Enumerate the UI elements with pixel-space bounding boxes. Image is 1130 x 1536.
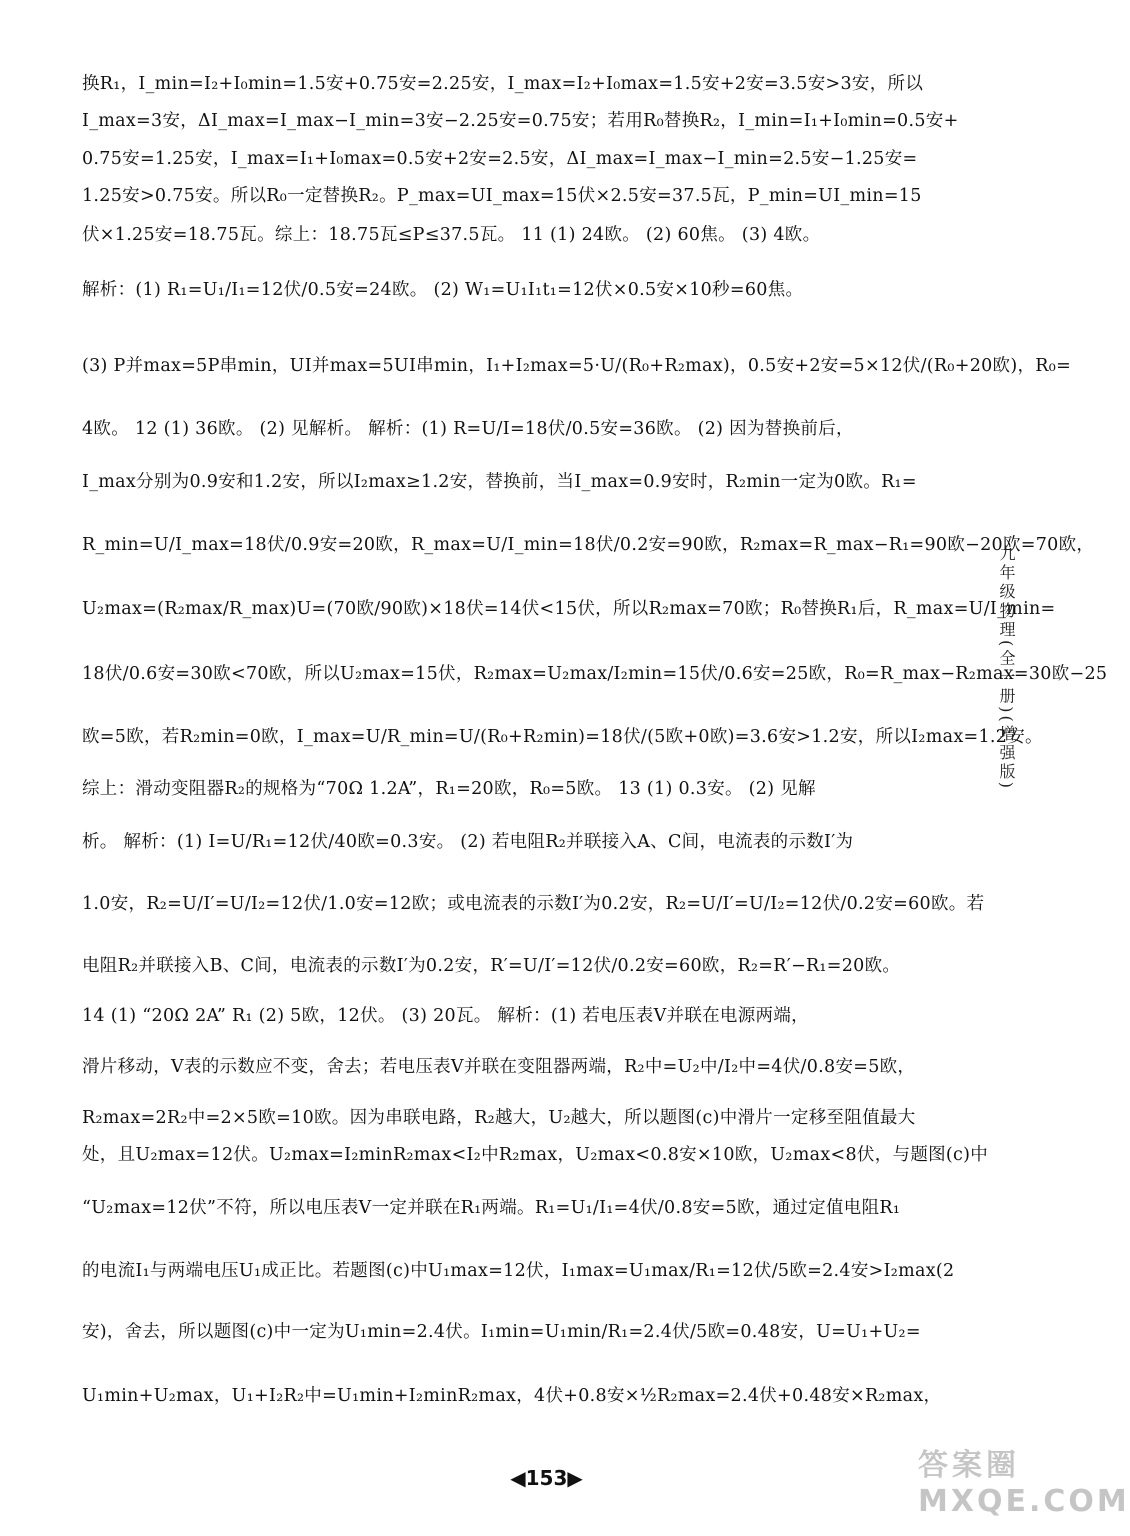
page-number: ◀153▶ xyxy=(510,1466,583,1490)
text-line: 1.0安，R₂=U/I′=U/I₂=12伏/1.0安=12欧；或电流表的示数I′为0.2安，R₂=U/I′=U/I₂=12伏/0.2安=60欧。若 xyxy=(82,894,985,914)
text-line: 欧=5欧，若R₂min=0欧，I_max=U/R_min=U/(R₀+R₂min)=18伏/(5欧+0欧)=3.6安>1.2安，所以I₂max=1.2安。 xyxy=(82,727,1043,747)
text-line: 的电流I₁与两端电压U₁成正比。若题图(c)中U₁max=12伏，I₁max=U₁max/R₁=12伏/5欧=2.4安>I₂max(2 xyxy=(82,1261,955,1281)
watermark-logo xyxy=(918,1440,1130,1530)
text-line: U₁min+U₂max，U₁+I₂R₂中=U₁min+I₂minR₂max，4伏+0.8安×½R₂max=2.4伏+0.48安×R₂max， xyxy=(82,1386,942,1406)
text-line: 14 (1) “20Ω 2A” R₁ (2) 5欧，12伏。 (3) 20瓦。 解析：(1) 若电压表V并联在电源两端， xyxy=(82,1006,809,1026)
text-line: 1.25安>0.75安。所以R₀一定替换R₂。P_max=UI_max=15伏×2.5安=37.5瓦，P_min=UI_min=15 xyxy=(82,186,922,206)
text-line: 0.75安=1.25安，I_max=I₁+I₀max=0.5安+2安=2.5安，ΔI_max=I_max−I_min=2.5安−1.25安= xyxy=(82,149,918,169)
text-line: U₂max=(R₂max/R_max)U=(70欧/90欧)×18伏=14伏<15伏，所以R₂max=70欧；R₀替换R₁后，R_max=U/I_min= xyxy=(82,599,1056,619)
text-line: 伏×1.25安=18.75瓦。综上：18.75瓦≤P≤37.5瓦。 11 (1) 24欧。 (2) 60焦。 (3) 4欧。 xyxy=(82,225,821,245)
text-line: 电阻R₂并联接入B、C间，电流表的示数I′为0.2安，R′=U/I′=12伏/0.2安=60欧，R₂=R′−R₁=20欧。 xyxy=(82,956,901,976)
text-line: 18伏/0.6安=30欧<70欧，所以U₂max=15伏，R₂max=U₂max/I₂min=15伏/0.6安=25欧，R₀=R_max−R₂max=30欧−25 xyxy=(82,664,1108,684)
watermark-bottom: MXQE.COM xyxy=(918,1484,1130,1519)
text-line: R₂max=2R₂中=2×5欧=10欧。因为串联电路，R₂越大，U₂越大，所以题图(c)中滑片一定移至阻值最大 xyxy=(82,1108,916,1128)
text-line: I_max分别为0.9安和1.2安，所以I₂max≥1.2安，替换前，当I_max=0.9安时，R₂min一定为0欧。R₁= xyxy=(82,472,917,492)
text-line: 解析：(1) R₁=U₁/I₁=12伏/0.5安=24欧。 (2) W₁=U₁I₁t₁=12伏×0.5安×10秒=60焦。 xyxy=(82,280,804,300)
watermark-top: 答案圈 xyxy=(918,1448,1020,1483)
text-line: 安)，舍去，所以题图(c)中一定为U₁min=2.4伏。I₁min=U₁min/R₁=2.4伏/5欧=0.48安，U=U₁+U₂= xyxy=(82,1322,921,1342)
text-line: “U₂max=12伏”不符，所以电压表V一定并联在R₁两端。R₁=U₁/I₁=4伏/0.8安=5欧，通过定值电阻R₁ xyxy=(82,1198,901,1218)
text-line: (3) P并max=5P串min，UI并max=5UI串min，I₁+I₂max=5·U/(R₀+R₂max)，0.5安+2安=5×12伏/(R₀+20欧)，R₀= xyxy=(82,356,1072,376)
text-line: 滑片移动，V表的示数应不变，舍去；若电压表V并联在变阻器两端，R₂中=U₂中/I₂中=4伏/0.8安=5欧， xyxy=(82,1057,916,1077)
text-line: 换R₁，I_min=I₂+I₀min=1.5安+0.75安=2.25安，I_max=I₂+I₀max=1.5安+2安=3.5安>3安，所以 xyxy=(82,74,924,94)
book-title-sidebar: 九年级物理(全一册)(增强版) xyxy=(997,545,1016,791)
text-line: 4欧。 12 (1) 36欧。 (2) 见解析。 解析：(1) R=U/I=18伏/0.5安=36欧。 (2) 因为替换前后， xyxy=(82,419,854,439)
text-line: R_min=U/I_max=18伏/0.9安=20欧，R_max=U/I_min=18伏/0.2安=90欧，R₂max=R_max−R₁=90欧−20欧=70欧， xyxy=(82,535,1095,555)
text-line: 析。 解析：(1) I=U/R₁=12伏/40欧=0.3安。 (2) 若电阻R₂并联接入A、C间，电流表的示数I′为 xyxy=(82,832,854,852)
text-line: I_max=3安，ΔI_max=I_max−I_min=3安−2.25安=0.75安；若用R₀替换R₂，I_min=I₁+I₀min=0.5安+ xyxy=(82,111,959,131)
text-line: 处，且U₂max=12伏。U₂max=I₂minR₂max<I₂中R₂max，U₂max<0.8安×10欧，U₂max<8伏，与题图(c)中 xyxy=(82,1145,989,1165)
text-line: 综上：滑动变阻器R₂的规格为“70Ω 1.2A”，R₁=20欧，R₀=5欧。 13 (1) 0.3安。 (2) 见解 xyxy=(82,779,816,799)
